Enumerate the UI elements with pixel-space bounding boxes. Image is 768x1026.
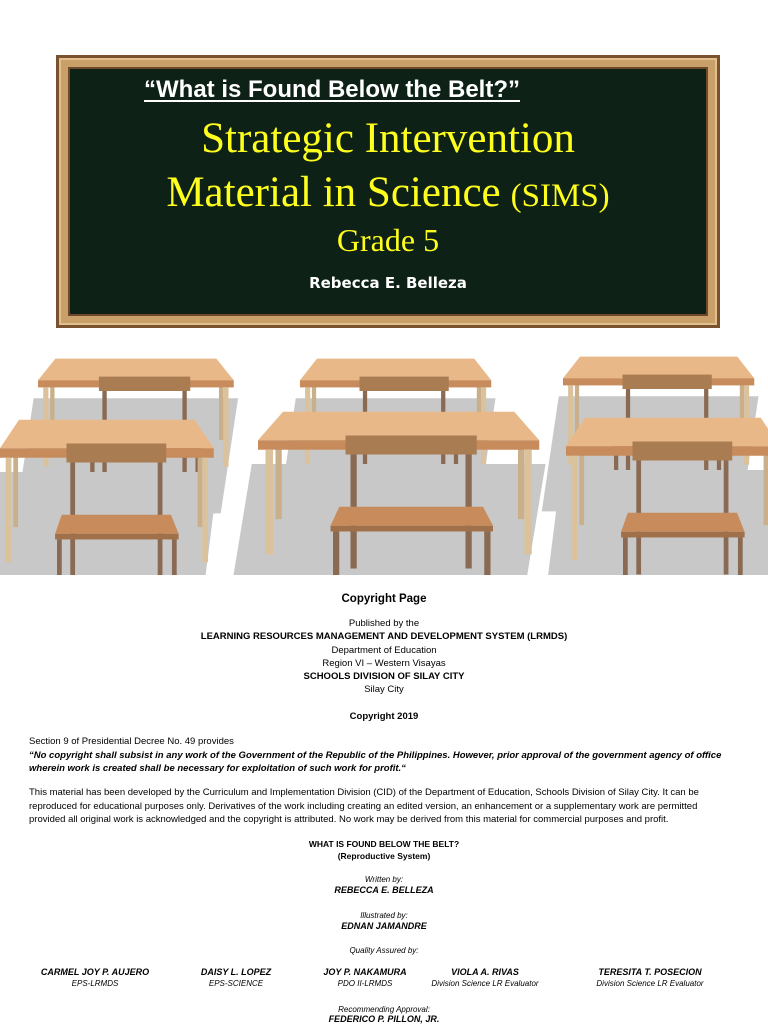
division: SCHOOLS DIVISION OF SILAY CITY (303, 671, 465, 682)
assurer-role: PDO II-LRMDS (337, 979, 393, 988)
assurer-role: EPS-LRMDS (71, 979, 119, 988)
assurer-role: Division Science LR Evaluator (431, 979, 539, 988)
writer-name: REBECCA E. BELLEZA (334, 885, 434, 895)
usage-paragraph (29, 786, 737, 827)
cover-grade: Grade 5 (336, 222, 440, 258)
illustrator-name: EDNAN JAMANDRE (341, 921, 427, 931)
decree-intro: Section 9 of Presidential Decree No. 49 provides (29, 736, 234, 747)
assurer-name: DAISY L. LOPEZ (200, 967, 272, 977)
decree-quote-line1: “No copyright shall subsist in any work of the Government of the Republic of the Philippines. However, prior approval of the government agency of office (29, 749, 722, 761)
assurer-role: Division Science LR Evaluator (596, 979, 704, 988)
cover-subtitle: “What is Found Below the Belt?” (144, 76, 520, 103)
written-by-label: Written by: (364, 875, 404, 884)
region: Region VI – Western Visayas (322, 658, 446, 669)
assurer-2 (186, 966, 286, 990)
copyright-year: Copyright 2019 (349, 711, 419, 722)
cover-author: Rebecca E. Belleza (309, 274, 467, 292)
assurer-1 (40, 966, 150, 990)
cover-title-line1: Strategic Intervention (201, 115, 575, 162)
decree-block (29, 735, 737, 776)
decree-quote-line2: wherein work is created shall be necessary for exploitation of such work for profit.“ (29, 763, 406, 774)
publisher: LEARNING RESOURCES MANAGEMENT AND DEVELOPMENT SYSTEM (LRMDS) (200, 631, 568, 642)
assurer-name: CARMEL JOY P. AUJERO (40, 967, 150, 977)
cover-title-line2-text: Material in Science (166, 169, 501, 216)
assurer-name: VIOLA A. RIVAS (451, 967, 519, 977)
usage-line1: This material has been developed by the Curriculum and Implementation Division (CID) of the Department of Education, Schools Division of Silay City. It can be (29, 787, 699, 798)
assurer-name: TERESITA T. POSECION (598, 967, 702, 977)
published-by: Published by the (348, 618, 420, 629)
assurer-name: JOY P. NAKAMURA (323, 967, 407, 977)
usage-line3: provided all original work is acknowledged and the copyright is attributed. No work may be derived from this material for commercial purposes and profit. (29, 814, 669, 825)
illustrated-by-label: Illustrated by: (360, 911, 408, 920)
assurer-role: EPS-SCIENCE (208, 979, 264, 988)
usage-line2: reproduced for educational purposes only. Derivatives of the work including creating an edited version, an enhancement or a supplementary work are permitted (29, 800, 698, 812)
work-title: WHAT IS FOUND BELOW THE BELT? (308, 839, 460, 849)
assurer-3 (310, 966, 420, 990)
copyright-heading: Copyright Page (341, 593, 427, 605)
quality-assured-label: Quality Assured by: (349, 946, 419, 955)
cover-title-line2 (56, 168, 720, 217)
cover-title-abbrev: (SIMS) (510, 178, 610, 214)
recommender-name: FEDERICO P. PILLON, JR. (328, 1014, 440, 1024)
assurer-5 (580, 966, 720, 990)
classroom-desks-illustration (0, 345, 768, 575)
department: Department of Education (331, 645, 437, 656)
city: Silay City (364, 684, 404, 695)
recommending-label: Recommending Approval: (338, 1005, 430, 1014)
work-subtitle: (Reproductive System) (337, 851, 431, 861)
assurer-4 (430, 966, 540, 990)
